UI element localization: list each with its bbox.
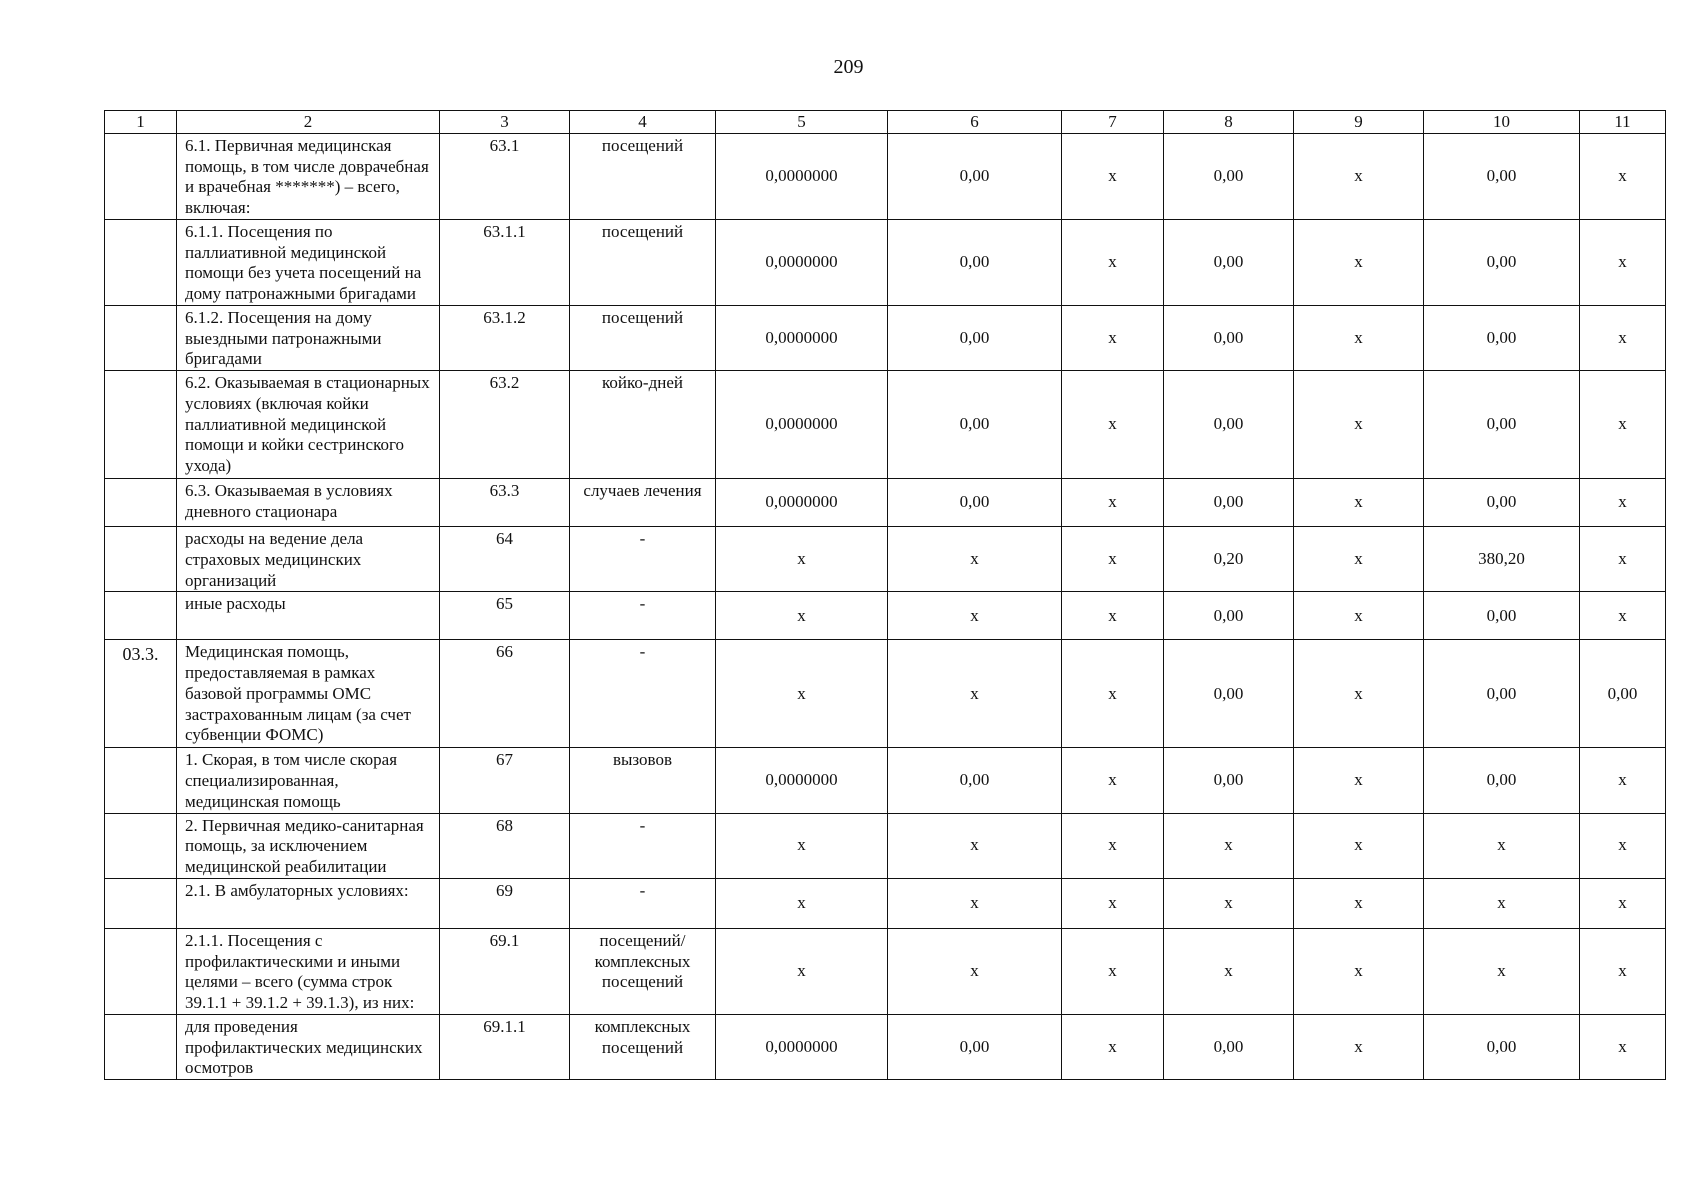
row-code <box>105 527 177 592</box>
value-col-9: х <box>1294 928 1424 1014</box>
row-code <box>105 878 177 928</box>
column-number-row <box>105 111 1666 134</box>
value-col-5: х <box>716 527 888 592</box>
row-name: 2.1. В амбулаторных условиях: <box>177 878 440 928</box>
row-unit: вызовов <box>570 748 716 813</box>
row-code <box>105 748 177 813</box>
value-col-7: х <box>1062 748 1164 813</box>
column-number: 4 <box>570 111 716 134</box>
column-number: 9 <box>1294 111 1424 134</box>
value-col-8: 0,00 <box>1164 479 1294 527</box>
table-row <box>105 640 1666 748</box>
table-row <box>105 592 1666 640</box>
value-col-10: х <box>1424 813 1580 878</box>
value-col-9: х <box>1294 220 1424 306</box>
value-col-10: 380,20 <box>1424 527 1580 592</box>
row-line-number: 66 <box>440 640 570 748</box>
value-col-9: х <box>1294 748 1424 813</box>
table-row <box>105 134 1666 220</box>
row-code <box>105 479 177 527</box>
value-col-10: 0,00 <box>1424 592 1580 640</box>
value-col-10: 0,00 <box>1424 748 1580 813</box>
column-number: 10 <box>1424 111 1580 134</box>
value-col-10: х <box>1424 878 1580 928</box>
column-number: 5 <box>716 111 888 134</box>
row-code <box>105 592 177 640</box>
value-col-7: х <box>1062 220 1164 306</box>
value-col-5: х <box>716 878 888 928</box>
value-col-6: х <box>888 592 1062 640</box>
row-unit: посещений/ комплексных посещений <box>570 928 716 1014</box>
table-row <box>105 479 1666 527</box>
value-col-9: х <box>1294 592 1424 640</box>
value-col-5: х <box>716 640 888 748</box>
value-col-6: 0,00 <box>888 371 1062 479</box>
value-col-8: 0,00 <box>1164 640 1294 748</box>
row-name: 6.3. Оказываемая в условиях дневного стационара <box>177 479 440 527</box>
value-col-7: х <box>1062 371 1164 479</box>
row-line-number: 63.1.1 <box>440 220 570 306</box>
row-unit: - <box>570 813 716 878</box>
row-name: 1. Скорая, в том числе скорая специализированная, медицинская помощь <box>177 748 440 813</box>
value-col-9: х <box>1294 134 1424 220</box>
row-name: 2.1.1. Посещения с профилактическими и иными целями – всего (сумма строк 39.1.1 + 39.1.2 + 39.1.3), из них: <box>177 928 440 1014</box>
table-row <box>105 748 1666 813</box>
value-col-10: 0,00 <box>1424 220 1580 306</box>
column-number: 8 <box>1164 111 1294 134</box>
value-col-7: х <box>1062 527 1164 592</box>
value-col-5: 0,0000000 <box>716 134 888 220</box>
row-code: 03.3. <box>105 640 177 748</box>
row-name: 6.1. Первичная медицинская помощь, в том числе доврачебная и врачебная *******) – всего, включая: <box>177 134 440 220</box>
row-unit: случаев лечения <box>570 479 716 527</box>
value-col-10: 0,00 <box>1424 640 1580 748</box>
value-col-8: 0,20 <box>1164 527 1294 592</box>
column-number: 2 <box>177 111 440 134</box>
row-name: 6.2. Оказываемая в стационарных условиях (включая койки паллиативной медицинской помощи и койки сестринского ухода) <box>177 371 440 479</box>
value-col-10: х <box>1424 928 1580 1014</box>
value-col-5: 0,0000000 <box>716 220 888 306</box>
row-name: для проведения профилактических медицинских осмотров <box>177 1014 440 1079</box>
row-line-number: 69.1 <box>440 928 570 1014</box>
row-unit: посещений <box>570 134 716 220</box>
value-col-10: 0,00 <box>1424 371 1580 479</box>
value-col-7: х <box>1062 592 1164 640</box>
column-number: 1 <box>105 111 177 134</box>
table-row <box>105 1014 1666 1079</box>
row-code <box>105 220 177 306</box>
row-name: Медицинская помощь, предоставляемая в рамках базовой программы ОМС застрахованным лицам (за счет субвенции ФОМС) <box>177 640 440 748</box>
row-unit: койко-дней <box>570 371 716 479</box>
value-col-9: х <box>1294 306 1424 371</box>
value-col-6: х <box>888 878 1062 928</box>
value-col-11: х <box>1580 479 1666 527</box>
row-line-number: 64 <box>440 527 570 592</box>
value-col-11: х <box>1580 220 1666 306</box>
value-col-9: х <box>1294 371 1424 479</box>
row-code <box>105 371 177 479</box>
value-col-11: х <box>1580 748 1666 813</box>
value-col-5: 0,0000000 <box>716 748 888 813</box>
value-col-8: 0,00 <box>1164 220 1294 306</box>
value-col-11: х <box>1580 1014 1666 1079</box>
row-unit: - <box>570 640 716 748</box>
value-col-7: х <box>1062 1014 1164 1079</box>
column-number: 3 <box>440 111 570 134</box>
value-col-5: 0,0000000 <box>716 1014 888 1079</box>
row-line-number: 65 <box>440 592 570 640</box>
row-unit: - <box>570 527 716 592</box>
value-col-8: 0,00 <box>1164 592 1294 640</box>
page-number: 209 <box>833 56 864 78</box>
row-code <box>105 306 177 371</box>
value-col-9: х <box>1294 640 1424 748</box>
value-col-9: х <box>1294 1014 1424 1079</box>
value-col-7: х <box>1062 640 1164 748</box>
value-col-6: 0,00 <box>888 306 1062 371</box>
value-col-8: 0,00 <box>1164 371 1294 479</box>
value-col-6: 0,00 <box>888 220 1062 306</box>
value-col-6: 0,00 <box>888 134 1062 220</box>
row-name: 2. Первичная медико-санитарная помощь, за исключением медицинской реабилитации <box>177 813 440 878</box>
table-row <box>105 306 1666 371</box>
value-col-5: х <box>716 813 888 878</box>
value-col-11: х <box>1580 928 1666 1014</box>
row-name: 6.1.2. Посещения на дому выездными патронажными бригадами <box>177 306 440 371</box>
table-row <box>105 527 1666 592</box>
column-number: 11 <box>1580 111 1666 134</box>
value-col-7: х <box>1062 134 1164 220</box>
value-col-8: 0,00 <box>1164 1014 1294 1079</box>
value-col-6: х <box>888 928 1062 1014</box>
value-col-5: 0,0000000 <box>716 479 888 527</box>
value-col-5: х <box>716 592 888 640</box>
value-col-11: 0,00 <box>1580 640 1666 748</box>
value-col-7: х <box>1062 306 1164 371</box>
table-row <box>105 928 1666 1014</box>
value-col-9: х <box>1294 527 1424 592</box>
value-col-11: х <box>1580 306 1666 371</box>
value-col-6: 0,00 <box>888 479 1062 527</box>
value-col-9: х <box>1294 813 1424 878</box>
value-col-11: х <box>1580 813 1666 878</box>
value-col-10: 0,00 <box>1424 1014 1580 1079</box>
row-name: 6.1.1. Посещения по паллиативной медицинской помощи без учета посещений на дому патронажными бригадами <box>177 220 440 306</box>
row-line-number: 63.1.2 <box>440 306 570 371</box>
row-name: расходы на ведение дела страховых медицинских организаций <box>177 527 440 592</box>
column-number: 7 <box>1062 111 1164 134</box>
value-col-8: 0,00 <box>1164 748 1294 813</box>
value-col-10: 0,00 <box>1424 306 1580 371</box>
row-line-number: 67 <box>440 748 570 813</box>
row-name: иные расходы <box>177 592 440 640</box>
row-unit: - <box>570 878 716 928</box>
row-line-number: 69 <box>440 878 570 928</box>
row-line-number: 69.1.1 <box>440 1014 570 1079</box>
value-col-9: х <box>1294 878 1424 928</box>
row-code <box>105 134 177 220</box>
table-row <box>105 813 1666 878</box>
value-col-8: х <box>1164 813 1294 878</box>
value-col-6: х <box>888 527 1062 592</box>
table-row <box>105 878 1666 928</box>
value-col-11: х <box>1580 592 1666 640</box>
value-col-9: х <box>1294 479 1424 527</box>
value-col-10: 0,00 <box>1424 479 1580 527</box>
row-line-number: 68 <box>440 813 570 878</box>
value-col-7: х <box>1062 479 1164 527</box>
value-col-8: х <box>1164 878 1294 928</box>
value-col-5: х <box>716 928 888 1014</box>
value-col-11: х <box>1580 134 1666 220</box>
value-col-5: 0,0000000 <box>716 371 888 479</box>
row-code <box>105 813 177 878</box>
row-line-number: 63.3 <box>440 479 570 527</box>
value-col-8: 0,00 <box>1164 306 1294 371</box>
value-col-7: х <box>1062 813 1164 878</box>
row-unit: - <box>570 592 716 640</box>
row-unit: посещений <box>570 306 716 371</box>
column-number: 6 <box>888 111 1062 134</box>
value-col-11: х <box>1580 878 1666 928</box>
value-col-6: х <box>888 640 1062 748</box>
row-unit: посещений <box>570 220 716 306</box>
value-col-8: 0,00 <box>1164 134 1294 220</box>
table-row <box>105 371 1666 479</box>
row-code <box>105 1014 177 1079</box>
value-col-7: х <box>1062 928 1164 1014</box>
value-col-6: х <box>888 813 1062 878</box>
value-col-10: 0,00 <box>1424 134 1580 220</box>
row-line-number: 63.2 <box>440 371 570 479</box>
row-line-number: 63.1 <box>440 134 570 220</box>
value-col-8: х <box>1164 928 1294 1014</box>
value-col-5: 0,0000000 <box>716 306 888 371</box>
data-table <box>104 110 1666 1080</box>
value-col-6: 0,00 <box>888 748 1062 813</box>
value-col-11: х <box>1580 371 1666 479</box>
table-row <box>105 220 1666 306</box>
value-col-6: 0,00 <box>888 1014 1062 1079</box>
value-col-7: х <box>1062 878 1164 928</box>
value-col-11: х <box>1580 527 1666 592</box>
row-unit: комплексных посещений <box>570 1014 716 1079</box>
row-code <box>105 928 177 1014</box>
